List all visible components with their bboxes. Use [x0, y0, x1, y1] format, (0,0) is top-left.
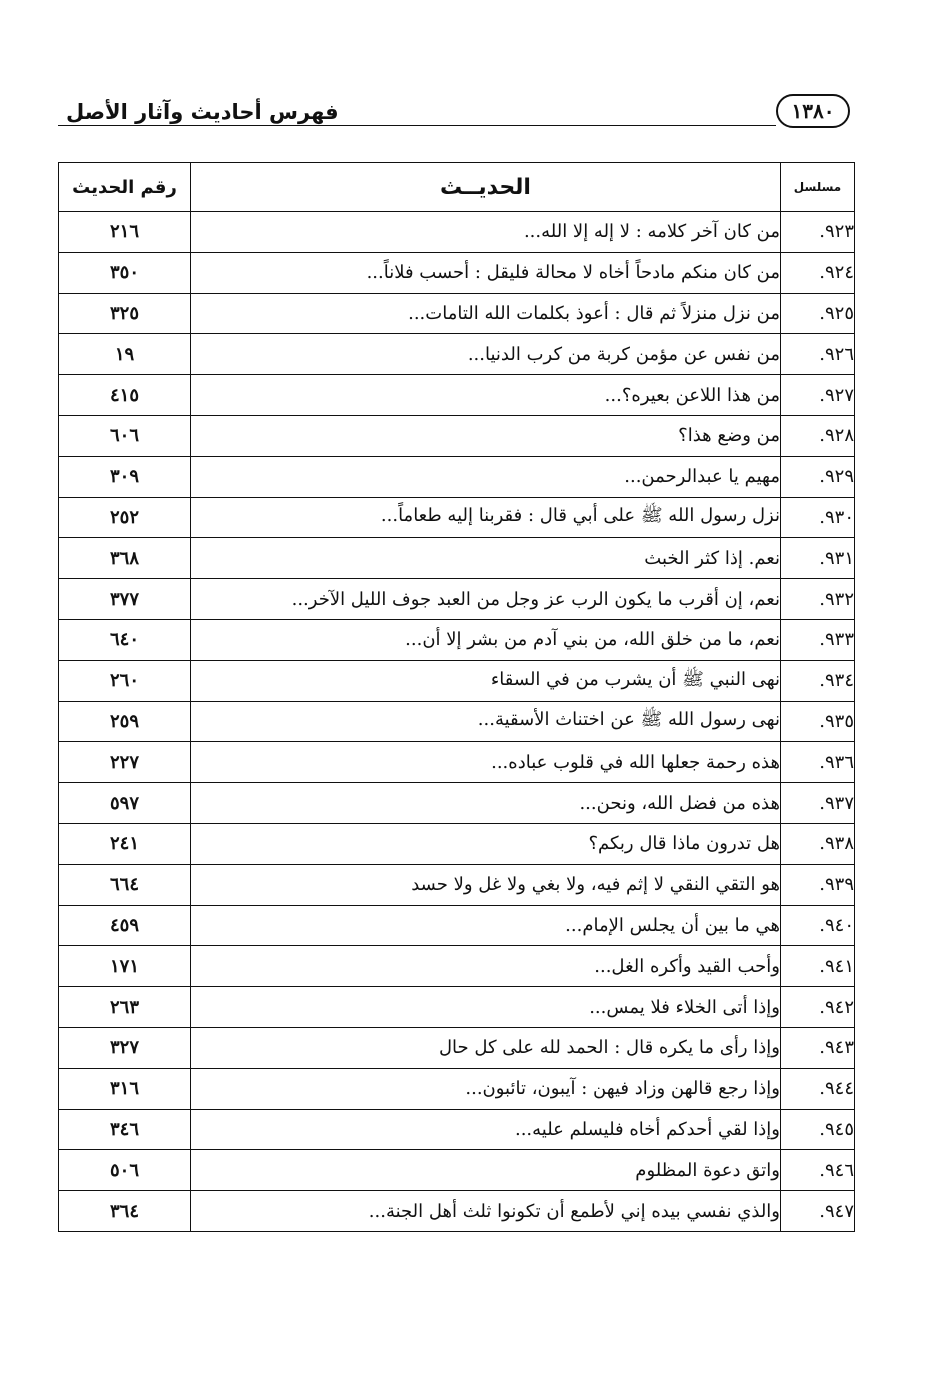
row-hadith-number: ٦٠٦: [59, 415, 191, 456]
table-row: [59, 456, 855, 497]
row-hadith-text: نزل رسول الله ﷺ على أبي قال : فقربنا إليه طعاماً...: [191, 497, 781, 538]
row-hadith-text: نعم، إن أقرب ما يكون الرب عز وجل من العبد جوف الليل الآخر...: [191, 579, 781, 620]
row-hadith-number: ٣٦٨: [59, 538, 191, 579]
table-row: [59, 497, 855, 538]
table-row: [59, 987, 855, 1028]
row-hadith-text: وأحب القيد وأكره الغل...: [191, 946, 781, 987]
row-serial: ٩٣٥.: [781, 701, 855, 742]
table-row: [59, 579, 855, 620]
row-hadith-number: ٦٤٠: [59, 619, 191, 660]
hadith-index-table: [58, 162, 855, 1232]
index-title: فهرس أحاديث وآثار الأصل: [66, 100, 339, 124]
table-row: [59, 946, 855, 987]
row-hadith-text: وإذا لقي أحدكم أخاه فليسلم عليه...: [191, 1109, 781, 1150]
table-row: [59, 334, 855, 375]
table-row: [59, 701, 855, 742]
row-serial: ٩٣٦.: [781, 742, 855, 783]
row-serial: ٩٢٨.: [781, 415, 855, 456]
row-hadith-text: واتق دعوة المظلوم: [191, 1150, 781, 1191]
row-serial: ٩٤٢.: [781, 987, 855, 1028]
table-row: [59, 538, 855, 579]
table-row: [59, 212, 855, 253]
column-header-serial: مسلسل: [781, 163, 855, 212]
table-row: [59, 905, 855, 946]
row-serial: ٩٢٥.: [781, 293, 855, 334]
row-hadith-number: ٣٧٧: [59, 579, 191, 620]
table-row: [59, 293, 855, 334]
table-row: [59, 1068, 855, 1109]
row-hadith-number: ٢٤١: [59, 823, 191, 864]
row-hadith-text: من كان آخر كلامه : لا إله إلا الله...: [191, 212, 781, 253]
row-serial: ٩٣٤.: [781, 660, 855, 701]
row-hadith-number: ٢٦٣: [59, 987, 191, 1028]
row-serial: ٩٣٢.: [781, 579, 855, 620]
table-row: [59, 375, 855, 416]
row-hadith-text: نعم، ما من خلق الله، من بني آدم من بشر إلا أن...: [191, 619, 781, 660]
row-serial: ٩٣٩.: [781, 864, 855, 905]
row-serial: ٩٣٨.: [781, 823, 855, 864]
row-serial: ٩٤٤.: [781, 1068, 855, 1109]
row-hadith-text: هي ما بين أن يجلس الإمام...: [191, 905, 781, 946]
row-hadith-number: ٢٥٢: [59, 497, 191, 538]
page-number: ١٣٨٠: [776, 94, 850, 128]
row-serial: ٩٣٠.: [781, 497, 855, 538]
column-header-hadith-number: رقم الحديث: [59, 163, 191, 212]
row-hadith-number: ١٩: [59, 334, 191, 375]
row-hadith-text: من نفس عن مؤمن كربة من كرب الدنيا...: [191, 334, 781, 375]
row-serial: ٩٢٦.: [781, 334, 855, 375]
table-row: [59, 1109, 855, 1150]
row-hadith-text: وإذا أتى الخلاء فلا يمس...: [191, 987, 781, 1028]
table-row: [59, 619, 855, 660]
column-header-hadith: الحديــث: [191, 163, 781, 212]
row-hadith-number: ٣٢٥: [59, 293, 191, 334]
table-row: [59, 742, 855, 783]
table-row: [59, 823, 855, 864]
row-hadith-text: وإذا رأى ما يكره قال : الحمد لله على كل حال: [191, 1027, 781, 1068]
table-header-row: [59, 163, 855, 212]
row-serial: ٩٢٧.: [781, 375, 855, 416]
row-hadith-number: ٢٥٩: [59, 701, 191, 742]
row-hadith-text: نهى رسول الله ﷺ عن اختناث الأسقية...: [191, 701, 781, 742]
row-serial: ٩٣٣.: [781, 619, 855, 660]
row-serial: ٩٤٧.: [781, 1191, 855, 1232]
row-serial: ٩٢٣.: [781, 212, 855, 253]
table-row: [59, 252, 855, 293]
row-serial: ٩٤٠.: [781, 905, 855, 946]
row-serial: ٩٢٩.: [781, 456, 855, 497]
row-hadith-text: من كان منكم مادحاً أخاه لا محالة فليقل : أحسب فلاناً...: [191, 252, 781, 293]
row-hadith-text: نعم. إذا كثر الخبث: [191, 538, 781, 579]
row-hadith-text: والذي نفسي بيده إني لأطمع أن تكونوا ثلث أهل الجنة...: [191, 1191, 781, 1232]
table-row: [59, 1191, 855, 1232]
row-hadith-number: ٣٦٤: [59, 1191, 191, 1232]
row-hadith-text: وإذا رجع قالهن وزاد فيهن : آيبون، تائبون...: [191, 1068, 781, 1109]
row-hadith-text: من هذا اللاعن بعيره؟...: [191, 375, 781, 416]
table-row: [59, 1027, 855, 1068]
row-hadith-text: من نزل منزلاً ثم قال : أعوذ بكلمات الله التامات...: [191, 293, 781, 334]
row-hadith-number: ٢٢٧: [59, 742, 191, 783]
row-hadith-number: ٢١٦: [59, 212, 191, 253]
table-row: [59, 415, 855, 456]
row-hadith-number: ٢٦٠: [59, 660, 191, 701]
row-hadith-number: ٤٥٩: [59, 905, 191, 946]
row-hadith-text: هو التقي النقي لا إثم فيه، ولا بغي ولا غل ولا حسد: [191, 864, 781, 905]
row-hadith-number: ٥٩٧: [59, 783, 191, 824]
row-serial: ٩٣٧.: [781, 783, 855, 824]
header-divider: [58, 125, 776, 126]
row-hadith-text: من وضع هذا؟: [191, 415, 781, 456]
row-hadith-number: ٣٠٩: [59, 456, 191, 497]
row-serial: ٩٤٣.: [781, 1027, 855, 1068]
row-hadith-number: ٥٠٦: [59, 1150, 191, 1191]
row-serial: ٩٤١.: [781, 946, 855, 987]
row-serial: ٩٢٤.: [781, 252, 855, 293]
row-hadith-number: ١٧١: [59, 946, 191, 987]
table-row: [59, 660, 855, 701]
row-hadith-number: ٣٤٦: [59, 1109, 191, 1150]
row-hadith-number: ٣٥٠: [59, 252, 191, 293]
page-header: [58, 86, 854, 136]
row-serial: ٩٣١.: [781, 538, 855, 579]
row-hadith-number: ٤١٥: [59, 375, 191, 416]
table-row: [59, 1150, 855, 1191]
row-hadith-number: ٣١٦: [59, 1068, 191, 1109]
row-hadith-number: ٣٢٧: [59, 1027, 191, 1068]
row-hadith-text: هذه رحمة جعلها الله في قلوب عباده...: [191, 742, 781, 783]
row-serial: ٩٤٥.: [781, 1109, 855, 1150]
table-row: [59, 783, 855, 824]
row-hadith-text: مهيم يا عبدالرحمن...: [191, 456, 781, 497]
row-serial: ٩٤٦.: [781, 1150, 855, 1191]
row-hadith-number: ٦٦٤: [59, 864, 191, 905]
table-row: [59, 864, 855, 905]
row-hadith-text: هذه من فضل الله، ونحن...: [191, 783, 781, 824]
row-hadith-text: نهى النبي ﷺ أن يشرب من في السقاء: [191, 660, 781, 701]
row-hadith-text: هل تدرون ماذا قال ربكم؟: [191, 823, 781, 864]
